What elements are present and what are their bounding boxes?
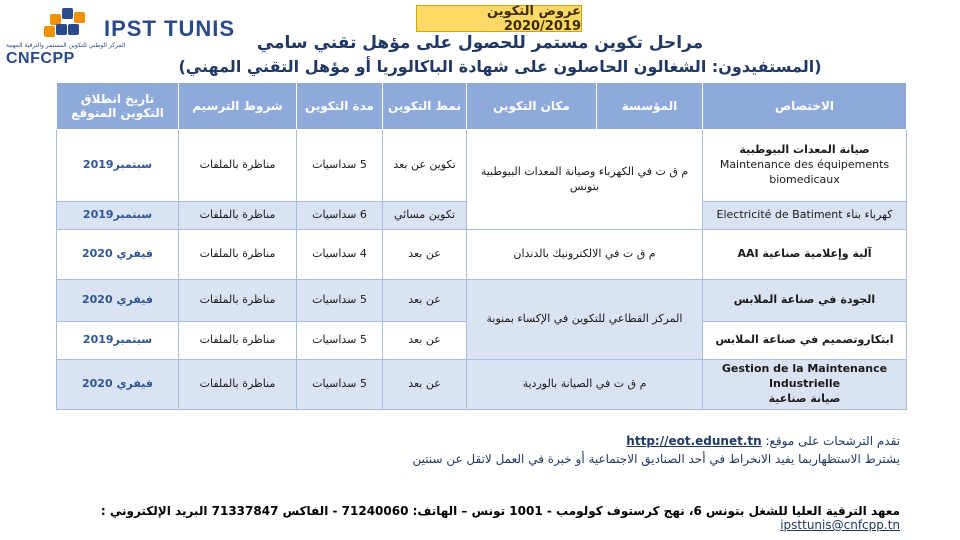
cell-conditions: مناظرة بالملفات bbox=[179, 202, 297, 230]
specialty-fr: Electricité de Batiment bbox=[716, 208, 843, 222]
logo-square-icon bbox=[44, 26, 55, 37]
apply-note bbox=[380, 434, 900, 448]
apply-link[interactable]: http://eot.edunet.tn bbox=[626, 434, 762, 448]
cell-start-date: سبتمبر2019 bbox=[57, 202, 179, 230]
cell-duration: 5 سداسيات bbox=[297, 130, 383, 202]
header-start-date: تاريخ انطلاق التكوين المتوقع bbox=[57, 83, 179, 130]
cell-conditions: مناظرة بالملفات bbox=[179, 230, 297, 280]
specialty-fr: Maintenance des équipements biomedicaux bbox=[719, 158, 890, 186]
page-title: مراحل تكوين مستمر للحصول على مؤهل تقني سامي bbox=[256, 33, 704, 53]
brand-title: IPST TUNIS bbox=[104, 16, 236, 41]
header-specialty: الاختصاص bbox=[703, 83, 907, 130]
cell-duration: 6 سداسيات bbox=[297, 202, 383, 230]
table-row bbox=[57, 360, 907, 410]
cell-start-date: فيفري 2020 bbox=[57, 280, 179, 322]
logo-subtitle: المركز الوطني للتكوين المستمر والترقية المهنية bbox=[6, 42, 126, 49]
footer-address: معهد الترقية العليا للشغل بتونس 6، نهج كرستوف كولومب - 1001 تونس – الهاتف: 71240060 - الفاكس 71337847 البريد الإلكتروني : bbox=[100, 504, 900, 518]
cell-specialty bbox=[703, 360, 907, 410]
cell-start-date: فيفري 2020 bbox=[57, 230, 179, 280]
cell-conditions: مناظرة بالملفات bbox=[179, 360, 297, 410]
notes bbox=[380, 434, 900, 466]
specialty-ar: كهرباء بناء bbox=[846, 208, 893, 222]
header-duration: مدة التكوين bbox=[297, 83, 383, 130]
cell-mode: عن بعد bbox=[383, 360, 467, 410]
logo-square-icon bbox=[74, 12, 85, 23]
cell-duration: 5 سداسيات bbox=[297, 280, 383, 322]
cell-start-date: فيفري 2020 bbox=[57, 360, 179, 410]
logo-square-icon bbox=[68, 24, 79, 35]
logo-name: CNFCPP bbox=[6, 50, 75, 67]
cell-mode: تكوين مسائي bbox=[383, 202, 467, 230]
offers-table bbox=[56, 82, 907, 410]
logo-square-icon bbox=[62, 8, 73, 19]
specialty-fr: Gestion de la Maintenance Industrielle bbox=[721, 362, 888, 391]
apply-note-prefix: تقدم الترشحات على موقع: bbox=[765, 434, 900, 448]
requirement-note: يشترط الاستظهاربما يفيد الانخراط في أحد الصناديق الاجتماعية أو خبرة في العمل لاتقل عن سنتين bbox=[412, 452, 900, 466]
cell-duration: 5 سداسيات bbox=[297, 322, 383, 360]
cell-mode: عن بعد bbox=[383, 280, 467, 322]
page-subtitle: (المستفيدون: الشغالون الحاصلون على شهادة الباكالوريا أو مؤهل التقني المهني) bbox=[178, 57, 822, 76]
cell-location: م ق ت في الكهرباء وصيانة المعدات البيوطبية بتونس bbox=[467, 130, 703, 230]
footer-contact bbox=[40, 504, 900, 532]
footer-email-link[interactable]: ipsttunis@cnfcpp.tn bbox=[780, 518, 900, 532]
table-row bbox=[57, 280, 907, 322]
logo-square-icon bbox=[56, 24, 67, 35]
cell-specialty bbox=[703, 202, 907, 230]
cell-conditions: مناظرة بالملفات bbox=[179, 322, 297, 360]
header-conditions: شروط الترسيم bbox=[179, 83, 297, 130]
cell-specialty: الجودة في صناعة الملابس bbox=[703, 280, 907, 322]
specialty-ar: صيانة المعدات البيوطبية bbox=[739, 143, 870, 157]
table-header-row bbox=[57, 83, 907, 130]
cell-start-date: سبتمبر2019 bbox=[57, 130, 179, 202]
cell-mode: تكوين عن بعد bbox=[383, 130, 467, 202]
cell-specialty: آلية وإعلامية صناعية AAI bbox=[703, 230, 907, 280]
cell-duration: 4 سداسيات bbox=[297, 230, 383, 280]
header-location: مكان التكوين bbox=[467, 83, 597, 130]
header-mode: نمط التكوين bbox=[383, 83, 467, 130]
cnfcpp-logo bbox=[6, 4, 126, 67]
header-institution: المؤسسة bbox=[597, 83, 703, 130]
table-row bbox=[57, 130, 907, 202]
cell-location: م ق ت في الصيانة بالوردية bbox=[467, 360, 703, 410]
cell-conditions: مناظرة بالملفات bbox=[179, 130, 297, 202]
cell-duration: 5 سداسيات bbox=[297, 360, 383, 410]
cell-location: م ق ت في الالكترونيك بالدندان bbox=[467, 230, 703, 280]
offers-badge: عروض التكوين 2020/2019 bbox=[416, 5, 582, 32]
cell-location: المركز القطاعي للتكوين في الإكساء بمنوبة bbox=[467, 280, 703, 360]
cell-mode: عن بعد bbox=[383, 230, 467, 280]
logo-squares-icon bbox=[40, 6, 80, 40]
cell-mode: عن بعد bbox=[383, 322, 467, 360]
cell-start-date: سبتمبر2019 bbox=[57, 322, 179, 360]
cell-specialty: ابتكاروتصميم في صناعة الملابس bbox=[703, 322, 907, 360]
cell-conditions: مناظرة بالملفات bbox=[179, 280, 297, 322]
table-row bbox=[57, 230, 907, 280]
cell-specialty bbox=[703, 130, 907, 202]
specialty-ar: صيانة صناعية bbox=[768, 391, 841, 405]
